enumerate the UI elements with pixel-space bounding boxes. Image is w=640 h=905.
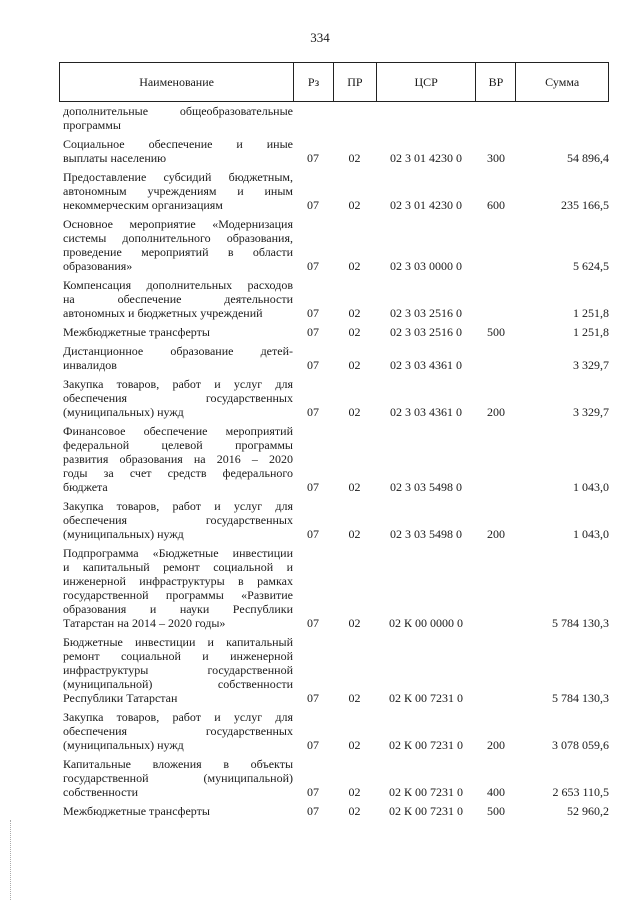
- row-rz: 07: [307, 804, 319, 818]
- row-sum: 3 329,7: [573, 358, 609, 372]
- row-vr: 400: [487, 785, 505, 799]
- row-rz: 07: [307, 306, 319, 320]
- table-row: [59, 344, 609, 372]
- row-name-line: Дистанционное образование детей-: [63, 344, 293, 358]
- row-name-line: (муниципальных) нужд: [63, 738, 184, 752]
- row-name: [59, 170, 293, 212]
- row-name-line: Социальное обеспечение и иные: [63, 137, 293, 151]
- row-pr: 02: [348, 306, 361, 320]
- row-sum: 2 653 110,5: [552, 785, 609, 799]
- row-name-line: дополнительные общеобразовательные: [63, 104, 293, 118]
- header-vr: ВР: [475, 63, 515, 101]
- row-csr: 02 К 00 7231 0: [388, 804, 463, 818]
- row-pr: 02: [348, 804, 361, 818]
- row-pr: 02: [348, 405, 361, 419]
- row-name: [59, 137, 293, 165]
- table-row: [59, 170, 609, 212]
- row-sum: 1 043,0: [573, 527, 609, 541]
- row-name: [59, 344, 293, 372]
- row-name-line: федеральной целевой программы: [63, 438, 293, 452]
- row-name: [59, 499, 293, 541]
- row-name-line: Бюджетные инвестиции и капитальный: [63, 635, 293, 649]
- row-name: [59, 804, 293, 818]
- row-rz: 07: [307, 325, 319, 339]
- row-pr: 02: [348, 785, 361, 799]
- row-sum: 54 896,4: [567, 151, 609, 165]
- row-csr: 02 3 03 2516 0: [390, 306, 462, 320]
- row-name: [59, 217, 293, 273]
- row-name: [59, 546, 293, 630]
- row-name-line: Межбюджетные трансферты: [63, 804, 210, 818]
- row-pr: 02: [348, 527, 361, 541]
- row-name-line: Компенсация дополнительных расходов: [63, 278, 293, 292]
- row-name-line: (муниципальных) нужд: [63, 527, 184, 541]
- row-name-line: Финансовое обеспечение мероприятий: [63, 424, 293, 438]
- row-name-line: обеспечения государственных: [63, 391, 293, 405]
- table-row: [59, 424, 609, 494]
- row-sum: 52 960,2: [567, 804, 609, 818]
- row-sum: 5 784 130,3: [552, 616, 609, 630]
- row-rz: 07: [307, 358, 319, 372]
- row-name-line: и капитальный ремонт социальной и: [63, 560, 293, 574]
- table-row: [59, 710, 609, 752]
- header-pr: ПР: [333, 63, 376, 101]
- table-row: [59, 217, 609, 273]
- row-sum: 1 043,0: [573, 480, 609, 494]
- row-vr: 500: [487, 804, 505, 818]
- row-rz: 07: [307, 480, 319, 494]
- table-row: [59, 325, 609, 339]
- row-name: [59, 710, 293, 752]
- row-pr: 02: [348, 358, 361, 372]
- header-sum: Сумма: [515, 63, 608, 101]
- row-name-line: инфраструктуры государственной: [63, 663, 293, 677]
- table-row: [59, 757, 609, 799]
- table-row: [59, 546, 609, 630]
- row-name-line: образования и науки Республики: [63, 602, 293, 616]
- row-vr: 500: [487, 325, 505, 339]
- row-name-line: развития образования на 2016 – 2020: [63, 452, 293, 466]
- table-row: [59, 804, 609, 818]
- row-name: [59, 325, 293, 339]
- row-name-line: образования»: [63, 259, 133, 273]
- table-header: [59, 62, 609, 102]
- row-name-line: государственной (муниципальной): [63, 771, 293, 785]
- row-pr: 02: [348, 691, 361, 705]
- row-rz: 07: [307, 198, 319, 212]
- row-csr: 02 К 00 7231 0: [388, 738, 463, 752]
- row-name-line: бюджета: [63, 480, 108, 494]
- row-pr: 02: [348, 738, 361, 752]
- row-name-line: государственной программы «Развитие: [63, 588, 293, 602]
- header-csr: ЦСР: [376, 63, 476, 101]
- row-name-line: проведение мероприятий в области: [63, 245, 293, 259]
- row-name: [59, 424, 293, 494]
- row-csr: 02 3 01 4230 0: [390, 198, 462, 212]
- row-pr: 02: [348, 259, 361, 273]
- table-row: [59, 104, 609, 132]
- row-sum: 3 078 059,6: [552, 738, 609, 752]
- row-rz: 07: [307, 616, 319, 630]
- table-row: [59, 137, 609, 165]
- row-pr: 02: [348, 198, 361, 212]
- row-sum: 3 329,7: [573, 405, 609, 419]
- row-sum: 1 251,8: [573, 325, 609, 339]
- row-csr: 02 3 03 0000 0: [390, 259, 462, 273]
- row-name-line: обеспечения государственных: [63, 513, 293, 527]
- row-sum: 5 784 130,3: [552, 691, 609, 705]
- row-sum: 1 251,8: [573, 306, 609, 320]
- row-name-line: инвалидов: [63, 358, 117, 372]
- table-row: [59, 377, 609, 419]
- row-pr: 02: [348, 325, 361, 339]
- header-name: Наименование: [139, 74, 214, 89]
- row-pr: 02: [348, 480, 361, 494]
- row-rz: 07: [307, 738, 319, 752]
- row-name-line: Республики Татарстан: [63, 691, 178, 705]
- row-name-line: (муниципальной) собственности: [63, 677, 293, 691]
- row-name-line: Закупка товаров, работ и услуг для: [63, 377, 293, 391]
- table-row: [59, 635, 609, 705]
- row-name-line: системы дополнительного образования,: [63, 231, 293, 245]
- row-name: [59, 377, 293, 419]
- row-vr: 600: [487, 198, 505, 212]
- row-name-line: автономных и бюджетных учреждений: [63, 306, 263, 320]
- row-csr: 02 3 03 4361 0: [390, 358, 462, 372]
- row-pr: 02: [348, 151, 361, 165]
- row-vr: 200: [487, 405, 505, 419]
- row-rz: 07: [307, 527, 319, 541]
- row-sum: 5 624,5: [573, 259, 609, 273]
- row-name-line: годы за счет средств федерального: [63, 466, 293, 480]
- row-rz: 07: [307, 151, 319, 165]
- row-name-line: на обеспечение деятельности: [63, 292, 293, 306]
- row-name: [59, 278, 293, 320]
- row-name: [59, 104, 293, 132]
- row-name-line: собственности: [63, 785, 139, 799]
- page-number: 334: [310, 30, 330, 45]
- row-rz: 07: [307, 259, 319, 273]
- row-name-line: программы: [63, 118, 121, 132]
- row-csr: 02 К 00 7231 0: [388, 691, 463, 705]
- row-name-line: обеспечения государственных: [63, 724, 293, 738]
- row-name-line: Подпрограмма «Бюджетные инвестиции: [63, 546, 293, 560]
- row-csr: 02 3 03 5498 0: [390, 527, 462, 541]
- row-name-line: выплаты населению: [63, 151, 167, 165]
- table-body: [59, 104, 609, 823]
- row-name-line: (муниципальных) нужд: [63, 405, 184, 419]
- row-name-line: Предоставление субсидий бюджетным,: [63, 170, 293, 184]
- row-name-line: Закупка товаров, работ и услуг для: [63, 499, 293, 513]
- table-row: [59, 278, 609, 320]
- row-name-line: Татарстан на 2014 – 2020 годы»: [63, 616, 226, 630]
- row-rz: 07: [307, 405, 319, 419]
- margin-marks: [10, 820, 13, 900]
- row-csr: 02 3 03 2516 0: [390, 325, 462, 339]
- row-vr: 200: [487, 738, 505, 752]
- row-name-line: Капитальные вложения в объекты: [63, 757, 293, 771]
- row-vr: 300: [487, 151, 505, 165]
- row-csr: 02 3 01 4230 0: [390, 151, 462, 165]
- row-name-line: Межбюджетные трансферты: [63, 325, 210, 339]
- row-name-line: ремонт социальной и инженерной: [63, 649, 293, 663]
- row-name-line: инженерной инфраструктуры в рамках: [63, 574, 293, 588]
- row-pr: 02: [348, 616, 361, 630]
- row-csr: 02 К 00 0000 0: [388, 616, 463, 630]
- row-rz: 07: [307, 691, 319, 705]
- row-csr: 02 3 03 4361 0: [390, 405, 462, 419]
- row-vr: 200: [487, 527, 505, 541]
- row-name: [59, 635, 293, 705]
- row-csr: 02 К 00 7231 0: [388, 785, 463, 799]
- row-name-line: Основное мероприятие «Модернизация: [63, 217, 293, 231]
- row-sum: 235 166,5: [561, 198, 609, 212]
- table-row: [59, 499, 609, 541]
- row-rz: 07: [307, 785, 319, 799]
- header-rz: Рз: [293, 63, 333, 101]
- row-name-line: автономным учреждениям и иным: [63, 184, 293, 198]
- row-name-line: Закупка товаров, работ и услуг для: [63, 710, 293, 724]
- row-csr: 02 3 03 5498 0: [390, 480, 462, 494]
- row-name: [59, 757, 293, 799]
- row-name-line: некоммерческим организациям: [63, 198, 223, 212]
